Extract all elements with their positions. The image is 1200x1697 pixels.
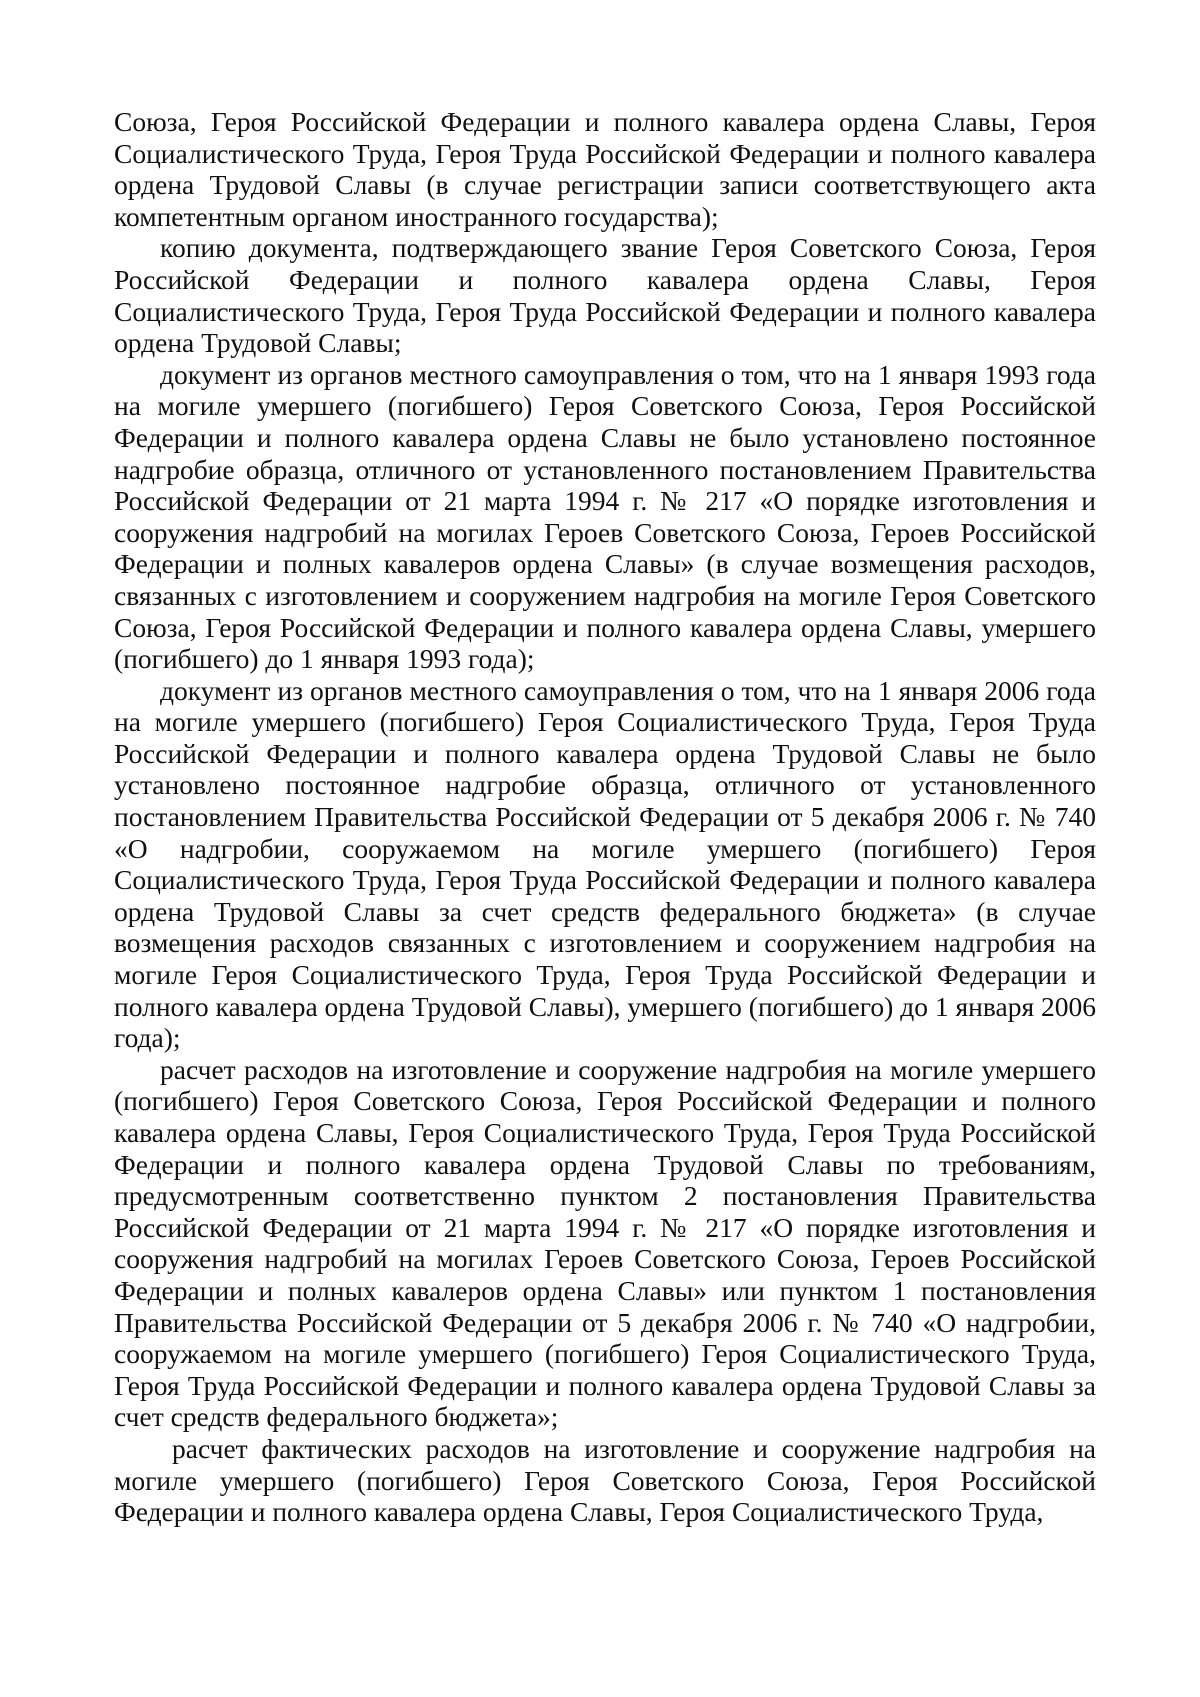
paragraph-local-authority-document-1993: документ из органов местного самоуправления о том, что на 1 января 1993 года на могиле умершего (погибшего) Героя Советского Союза, Героя Российской Федерации и полного кавалера ордена Славы не было установлено постоянное надгробие образца, отличного от установленного постановлением Правительства Российской Федерации от 21 марта 1994 г. № 217 «О порядке изготовления и сооружения надгробий на могилах Героев Советского Союза, Героев Российской Федерации и полных кавалеров ордена Славы» (в случае возмещения расходов, связанных с изготовлением и сооружением надгробия на могиле Героя Советского Союза, Героя Российской Федерации и полного кавалера ордена Славы, умершего (погибшего) до 1 января 1993 года); bbox=[114, 358, 1096, 675]
paragraph-continuation: Союза, Героя Российской Федерации и полного кавалера ордена Славы, Героя Социалистического Труда, Героя Труда Российской Федерации и полного кавалера ордена Трудовой Славы (в случае регистрации записи соответствующего акта компетентным органом иностранного государства); bbox=[114, 106, 1096, 232]
paragraph-expense-calculation: расчет расходов на изготовление и сооружение надгробия на могиле умершего (погибшего) Героя Советского Союза, Героя Российской Федерации и полного кавалера ордена Славы, Героя Социалистического Труда, Героя Труда Российской Федерации и полного кавалера ордена Трудовой Славы по требованиям, предусмотренным соответственно пунктом 2 постановления Правительства Российской Федерации от 21 марта 1994 г. № 217 «О порядке изготовления и сооружения надгробий на могилах Героев Советского Союза, Героев Российской Федерации и полных кавалеров ордена Славы» или пунктом 1 постановления Правительства Российской Федерации от 5 декабря 2006 г. № 740 «О надгробии, сооружаемом на могиле умершего (погибшего) Героя Социалистического Труда, Героя Труда Российской Федерации и полного кавалера ордена Трудовой Славы за счет средств федерального бюджета»; bbox=[114, 1053, 1096, 1433]
paragraph-actual-expense-calculation: расчет фактических расходов на изготовление и сооружение надгробия на могиле умершего (погибшего) Героя Советского Союза, Героя Российской Федерации и полного кавалера ордена Славы, Героя Социалистического Труда, bbox=[114, 1432, 1096, 1528]
paragraph-local-authority-document-2006: документ из органов местного самоуправления о том, что на 1 января 2006 года на могиле умершего (погибшего) Героя Социалистического Труда, Героя Труда Российской Федерации и полного кавалера ордена Трудовой Славы не было установлено постоянное надгробие образца, отличного от установленного постановлением Правительства Российской Федерации от 5 декабря 2006 г. № 740 «О надгробии, сооружаемом на могиле умершего (погибшего) Героя Социалистического Труда, Героя Труда Российской Федерации и полного кавалера ордена Трудовой Славы за счет средств федерального бюджета» (в случае возмещения расходов связанных с изготовлением и сооружением надгробия на могиле Героя Социалистического Труда, Героя Труда Российской Федерации и полного кавалера ордена Трудовой Славы), умершего (погибшего) до 1 января 2006 года); bbox=[114, 674, 1096, 1054]
document-body bbox=[114, 106, 1096, 1528]
paragraph-copy-of-title-document: копию документа, подтверждающего звание Героя Советского Союза, Героя Российской Федерации и полного кавалера ордена Славы, Героя Социалистического Труда, Героя Труда Российской Федерации и полного кавалера ордена Трудовой Славы; bbox=[114, 232, 1096, 359]
